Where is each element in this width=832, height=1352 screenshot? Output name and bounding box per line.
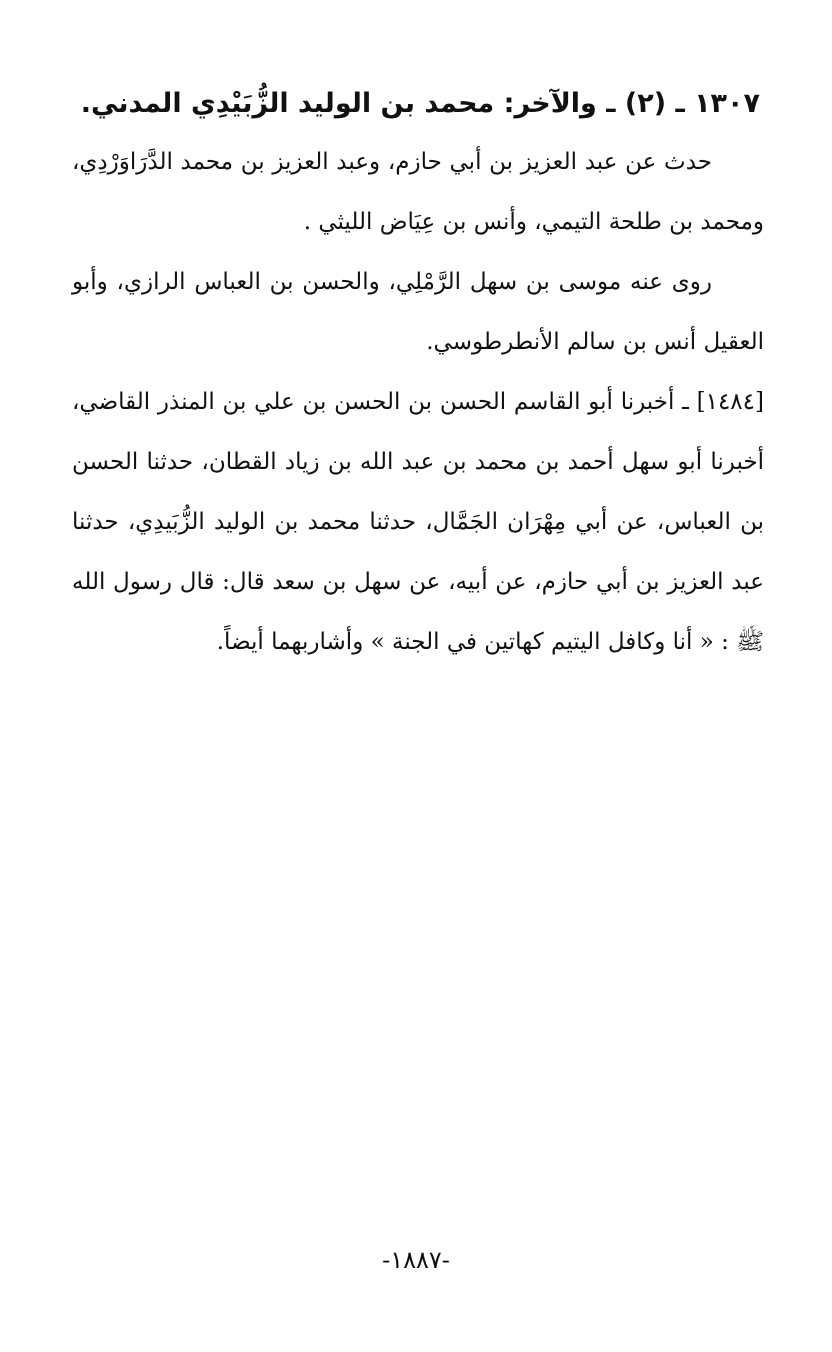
teachers-paragraph: حدث عن عبد العزيز بن أبي حازم، وعبد العزيز بن محمد الدَّرَاوَرْدِي، ومحمد بن طلحة التيمي، وأنس بن عِيَاض الليثي .	[72, 149, 764, 235]
entry-heading: ١٣٠٧ ـ (٢) ـ والآخر: محمد بن الوليد الزُّبَيْدِي المدني.	[80, 88, 760, 119]
page-number: -١٨٨٧-	[382, 1246, 450, 1274]
entry-text-block	[72, 84, 764, 672]
hadith-paragraph: [١٤٨٤] ـ أخبرنا أبو القاسم الحسن بن الحسن بن علي بن المنذر القاضي، أخبرنا أبو سهل أحمد بن محمد بن عبد الله بن زياد القطان، حدثنا الحسن بن العباس، عن أبي مِهْرَان الجَمَّال، حدثنا محمد بن الوليد الزُّبَيدِي، حدثنا عبد العزيز بن أبي حازم، عن أبيه، عن سهل بن سعد قال: قال رسول الله ﷺ : « أنا وكافل اليتيم كهاتين في الجنة » وأشاربهما أيضاً.	[72, 389, 764, 655]
students-paragraph: روى عنه موسى بن سهل الرَّمْلِي، والحسن بن العباس الرازي، وأبو العقيل أنس بن سالم الأنطرطوسي.	[72, 269, 764, 355]
